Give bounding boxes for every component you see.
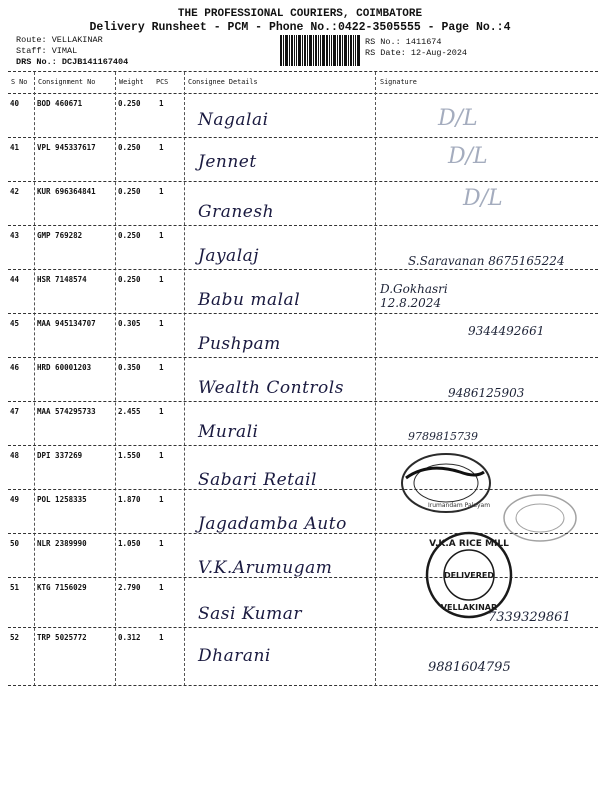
row-consignment-no: HRD 60001203 xyxy=(37,363,92,372)
row-consignment-no: TRP 5025772 xyxy=(37,633,87,642)
round-stamp xyxy=(388,452,493,514)
row-consignee: V.K.Arumugam xyxy=(198,558,333,578)
row-pcs: 1 xyxy=(159,187,164,196)
row-signature: 9881604795 xyxy=(428,660,511,675)
row-consignee: Jennet xyxy=(198,152,257,172)
row-consignment-no: BOD 460671 xyxy=(37,99,83,108)
row-consignee: Dharani xyxy=(198,646,271,666)
row-weight: 0.305 xyxy=(118,319,141,328)
row-pcs: 1 xyxy=(159,539,164,548)
row-pcs: 1 xyxy=(159,633,164,642)
rs-date: RS Date: 12-Aug-2024 xyxy=(365,48,468,58)
row-divider xyxy=(8,685,598,686)
row-weight: 1.550 xyxy=(118,451,141,460)
table-row xyxy=(8,358,598,402)
row-sno: 44 xyxy=(10,275,20,284)
row-pcs: 1 xyxy=(159,99,164,108)
row-sno: 40 xyxy=(10,99,20,108)
row-pcs: 1 xyxy=(159,363,164,372)
row-sno: 45 xyxy=(10,319,20,328)
row-consignment-no: DPI 337269 xyxy=(37,451,83,460)
row-consignment-no: VPL 945337617 xyxy=(37,143,96,152)
row-consignee: Wealth Controls xyxy=(198,378,344,398)
row-consignment-no: HSR 7148574 xyxy=(37,275,87,284)
staff-label: Staff: VIMAL xyxy=(16,46,78,56)
row-signature: D.Gokhasri 12.8.2024 xyxy=(380,282,448,310)
row-signature: D/L xyxy=(463,186,503,211)
row-consignment-no: NLR 2389990 xyxy=(37,539,87,548)
table-row xyxy=(8,138,598,182)
table-row xyxy=(8,94,598,138)
column-header-weight: Weight xyxy=(119,78,144,86)
column-header-signature: Signature xyxy=(380,78,417,86)
row-pcs: 1 xyxy=(159,451,164,460)
row-weight: 0.312 xyxy=(118,633,141,642)
table-row xyxy=(8,314,598,358)
row-consignee: Sabari Retail xyxy=(198,470,317,490)
row-weight: 2.455 xyxy=(118,407,141,416)
row-consignee: Nagalai xyxy=(198,110,269,130)
rs-info xyxy=(365,37,467,59)
table-top-rule xyxy=(8,71,598,72)
table-row xyxy=(8,226,598,270)
row-pcs: 1 xyxy=(159,495,164,504)
row-signature: 7339329861 xyxy=(488,610,571,625)
table-row xyxy=(8,182,598,226)
stamp-title: V.K.A RICE MILL xyxy=(429,539,509,549)
row-sno: 41 xyxy=(10,143,20,152)
drs-label: DRS No.: DCJB141167404 xyxy=(16,57,129,67)
route-label: Route: VELLAKINAR xyxy=(16,35,103,45)
runsheet-title: Delivery Runsheet - PCM - Phone No.:0422-3505555 - Page No.:4 xyxy=(89,21,511,34)
row-pcs: 1 xyxy=(159,231,164,240)
table-row xyxy=(8,446,598,490)
stamp-location: VELLAKINAR xyxy=(440,603,498,612)
row-sno: 50 xyxy=(10,539,20,548)
row-pcs: 1 xyxy=(159,143,164,152)
row-pcs: 1 xyxy=(159,319,164,328)
row-pcs: 1 xyxy=(159,407,164,416)
row-signature: S.Saravanan 8675165224 xyxy=(408,254,565,268)
row-signature: 9486125903 xyxy=(448,386,525,400)
row-pcs: 1 xyxy=(159,275,164,284)
row-weight: 0.250 xyxy=(118,187,141,196)
route-info xyxy=(16,35,128,68)
row-consignee: Jayalaj xyxy=(198,246,260,266)
row-consignee: Sasi Kumar xyxy=(198,604,303,624)
row-sno: 47 xyxy=(10,407,20,416)
column-header-pcs: PCS xyxy=(156,78,169,86)
row-weight: 2.790 xyxy=(118,583,141,592)
row-sno: 51 xyxy=(10,583,20,592)
stamp-text: Irumandam Palayam xyxy=(428,502,491,509)
row-signature: D/L xyxy=(438,106,478,131)
table-row xyxy=(8,402,598,446)
row-consignee: Murali xyxy=(198,422,259,442)
table-row xyxy=(8,270,598,314)
row-sno: 49 xyxy=(10,495,20,504)
row-consignment-no: KTG 7156029 xyxy=(37,583,87,592)
row-weight: 1.050 xyxy=(118,539,141,548)
row-signature: 9344492661 xyxy=(468,324,545,338)
barcode xyxy=(280,35,360,66)
delivered-stamp xyxy=(424,530,514,620)
column-header-sno: S No xyxy=(11,78,28,86)
row-consignment-no: KUR 696364841 xyxy=(37,187,96,196)
row-consignment-no: MAA 574295733 xyxy=(37,407,96,416)
row-weight: 0.250 xyxy=(118,99,141,108)
row-weight: 0.250 xyxy=(118,275,141,284)
row-weight: 1.870 xyxy=(118,495,141,504)
row-sno: 48 xyxy=(10,451,20,460)
row-weight: 0.250 xyxy=(118,143,141,152)
row-consignee: Pushpam xyxy=(198,334,281,354)
row-consignment-no: POL 1258335 xyxy=(37,495,87,504)
row-consignee: Granesh xyxy=(198,202,275,222)
row-signature: D/L xyxy=(448,144,488,169)
rs-number: RS No.: 1411674 xyxy=(365,37,442,47)
row-sno: 43 xyxy=(10,231,20,240)
row-sno: 52 xyxy=(10,633,20,642)
row-consignee: Jagadamba Auto xyxy=(198,514,347,534)
row-consignment-no: GMP 769282 xyxy=(37,231,83,240)
row-sno: 42 xyxy=(10,187,20,196)
company-title: THE PROFESSIONAL COURIERS, COIMBATORE xyxy=(177,8,423,20)
row-pcs: 1 xyxy=(159,583,164,592)
column-header-consignment: Consignment No xyxy=(38,78,96,86)
row-consignment-no: MAA 945134707 xyxy=(37,319,96,328)
column-header-consignee: Consignee Details xyxy=(188,78,258,86)
table-row xyxy=(8,628,598,686)
row-consignee: Babu malal xyxy=(198,290,301,310)
stamp-delivered: DELIVERED xyxy=(443,571,495,580)
row-sno: 46 xyxy=(10,363,20,372)
row-weight: 0.350 xyxy=(118,363,141,372)
row-weight: 0.250 xyxy=(118,231,141,240)
row-signature: 9789815739 xyxy=(408,430,478,443)
